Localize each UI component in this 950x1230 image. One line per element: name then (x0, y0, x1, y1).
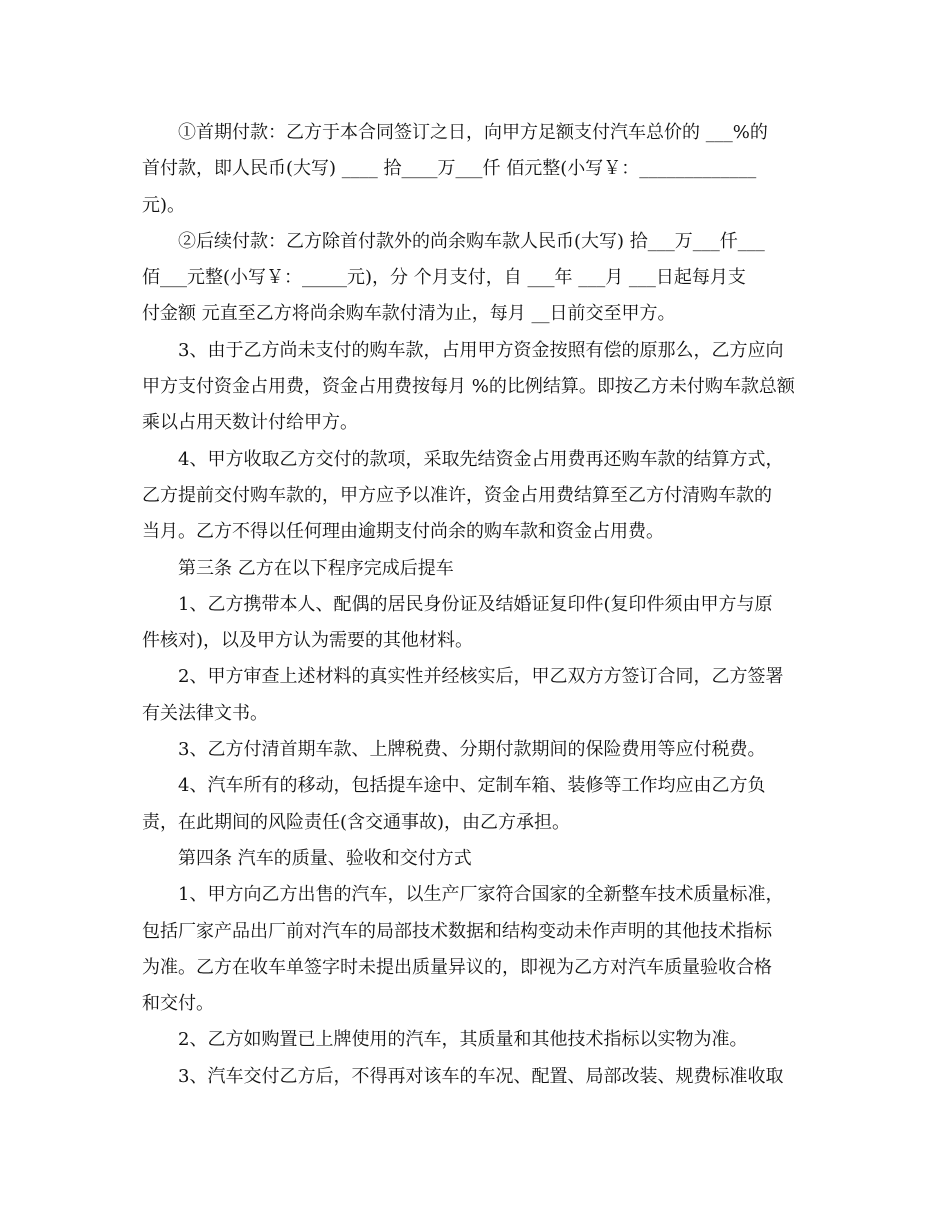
document-body (142, 115, 802, 1095)
paragraph-post-delivery: 3、汽车交付乙方后，不得再对该车的车况、配置、局部改装、规费标准收取 (178, 1065, 784, 1087)
heading-article-3: 第三条 乙方在以下程序完成后提车 (178, 557, 454, 579)
paragraph-required-documents: 1、乙方携带本人、配偶的居民身份证及结婚证复印件(复印件须由甲方与原 件核对)，以及甲方认为需要的其他材料。 (142, 593, 773, 652)
paragraph-contract-signing: 2、甲方审查上述材料的真实性并经核实后，甲乙双方方签订合同，乙方签署 有关法律文书。 (142, 666, 784, 724)
paragraph-vehicle-movement: 4、汽车所有的移动，包括提车途中、定制车箱、装修等工作均应由乙方负 责，在此期间的风险责任(含交通事故)，由乙方承担。 (142, 775, 766, 833)
paragraph-settlement-method: 4、甲方收取乙方交付的款项，采取先结资金占用费再还购车款的结算方式， 乙方提前交付购车款的，甲方应予以准许，资金占用费结算至乙方付清购车款的 当月。乙方不得以任何理由逾期支付尚余的购车款和资金占用费。 (142, 448, 784, 543)
paragraph-taxes-fees: 3、乙方付清首期车款、上牌税费、分期付款期间的保险费用等应付税费。 (178, 739, 766, 761)
paragraph-used-vehicle: 2、乙方如购置已上牌使用的汽车，其质量和其他技术指标以实物为准。 (178, 1029, 748, 1051)
paragraph-quality-standard: 1、甲方向乙方出售的汽车，以生产厂家符合国家的全新整车技术质量标准， 包括厂家产品出厂前对汽车的局部技术数据和结构变动未作声明的其他技术指标 为准。乙方在收车单签字时未提出质量异议的，即视为乙方对汽车质量验收合格 和交付。 (142, 884, 784, 1015)
paragraph-down-payment: ①首期付款：乙方于本合同签订之日，向甲方足额支付汽车总价的 ___%的 首付款，即人民币(大写) ____ 拾____万___仟 佰元整(小写￥：_____________ 元)。 (142, 122, 768, 216)
paragraph-installment-payment: ②后续付款：乙方除首付款外的尚余购车款人民币(大写) 拾___万___仟___ 佰___元整(小写￥：_____元)，分 个月支付，自 ___年 ___月 ___日起每月支 付金额 元直至乙方将尚余购车款付清为止，每月 __日前交至甲方。 (142, 230, 765, 325)
heading-article-4: 第四条 汽车的质量、验收和交付方式 (178, 847, 472, 869)
paragraph-fund-usage-fee: 3、由于乙方尚未支付的购车款，占用甲方资金按照有偿的原那么，乙方应向 甲方支付资金占用费，资金占用费按每月 %的比例结算。即按乙方未付购车款总额 乘以占用天数计付给甲方。 (142, 339, 795, 434)
